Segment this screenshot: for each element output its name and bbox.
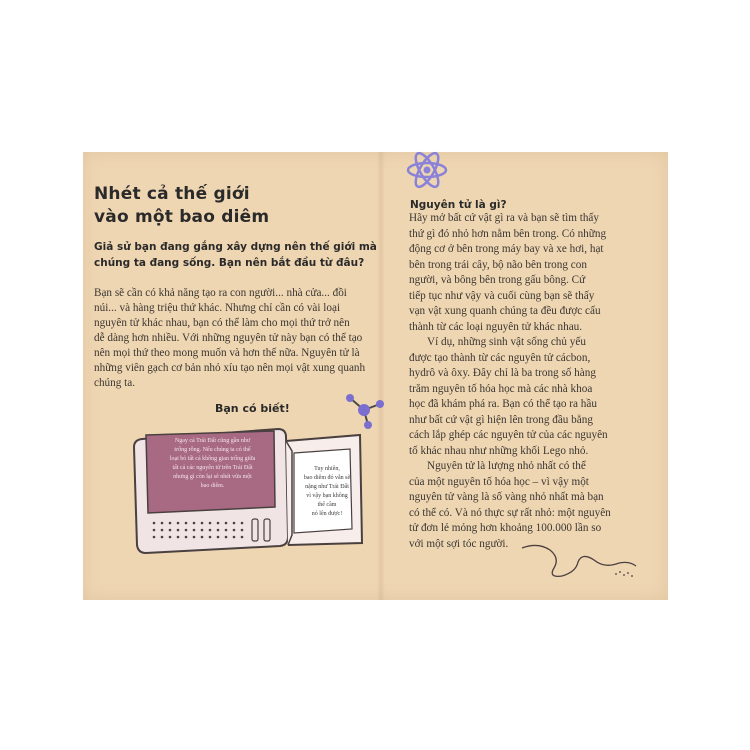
text-line: Hãy mở bất cứ vật gì ra và bạn sẽ tìm thấy	[409, 212, 599, 224]
hair-strand-illustration	[520, 540, 640, 590]
molecule-icon	[342, 390, 386, 430]
text-line: những viên gạch cơ bản nhỏ xíu tạo nên mọi vật xung quanh	[94, 362, 366, 374]
drawer-line: vì vậy bạn không	[306, 493, 348, 499]
text-line: động cơ ở bên trong máy bay và xe hơi, hạt	[409, 243, 604, 255]
text-line: nên mọi thứ theo mong muốn và hơn thế nữa. Nguyên tử là	[94, 347, 360, 359]
drawer-line: thể cầm	[317, 502, 337, 508]
title-line: vào một bao diêm	[94, 207, 270, 227]
lead-line: chúng ta đang sống. Bạn nên bắt đầu từ đâu?	[94, 257, 365, 269]
text-line: trăm nguyên tố hóa học mà các nhà khoa	[409, 382, 593, 395]
text-line: của một nguyên tố hóa học – vì vậy một	[409, 475, 589, 488]
text-line: cách lắp ghép các nguyên tử của các nguyên	[409, 429, 608, 441]
text-line: núi... và hàng triệu thứ khác. Nhưng chỉ cần có vài loại	[94, 302, 341, 314]
book-gutter	[377, 152, 385, 600]
text-line: với một sợi tóc người.	[409, 537, 509, 550]
text-line: Nguyên tử là lượng nhỏ nhất có thể	[427, 460, 586, 472]
text-line: tiếp tục như vậy và cuối cùng bạn sẽ thấy	[409, 289, 595, 302]
text-line: được tạo thành từ các nguyên tử cácbon,	[409, 351, 591, 364]
text-line: học đã khám phá ra. Bạn có thể tạo ra hầu	[409, 398, 597, 410]
title-line: Nhét cả thế giới	[94, 184, 250, 204]
text-line: Ví dụ, những sinh vật sống chủ yếu	[427, 336, 586, 348]
text-line: bên trong trái cây, bộ não bên trong con	[409, 258, 587, 271]
drawer-line: Tuy nhiên,	[314, 466, 340, 472]
text-line: người, và bông bên trong gấu bông. Cứ	[409, 274, 586, 286]
text-line: như bất cứ vật gì hiện lên trong đầu bằng	[409, 413, 593, 426]
drawer-line: nó lên được!	[311, 511, 343, 517]
drawer-line: bao diêm đó vẫn sẽ	[303, 475, 351, 481]
text-line: có thể có. Và nó thực sự rất nhỏ: một nguyên	[409, 506, 611, 519]
matchbox-label-text	[150, 437, 275, 491]
text-line: dễ dàng hơn nhiều. Với những nguyên tử này bạn có thể tạo	[94, 332, 363, 344]
text-line: tử đơn lẻ mỏng hơn khoảng 100.000 lần so	[409, 522, 602, 534]
right-body-text	[409, 211, 654, 552]
text-line: nguyên tử khác nhau, bạn có thể làm cho mọi thứ trở nên	[94, 317, 350, 329]
text-line: chúng ta.	[94, 377, 136, 389]
text-line: vạn vật xung quanh chúng ta đều được cấu	[409, 305, 601, 317]
lead-question	[94, 239, 377, 271]
lead-line: Giả sử bạn đang gắng xây dựng nên thế giới mà	[94, 241, 377, 253]
page-title	[94, 183, 304, 229]
matchbox-drawer-text	[291, 465, 363, 519]
text-line: nguyên tử vàng là số vàng nhỏ nhất mà bạn	[409, 491, 604, 503]
box-line: loại bỏ tất cả không gian trống giữa	[169, 456, 256, 462]
did-you-know-heading: Bạn có biết!	[215, 402, 290, 415]
text-line: thành từ các loại nguyên tử khác nhau.	[409, 320, 583, 333]
left-body-text	[94, 286, 366, 391]
text-line: tố khác nhau như những khối Lego nhỏ.	[409, 444, 589, 457]
text-line: hydrô và ôxy. Đây chỉ là ba trong số hàng	[409, 367, 596, 379]
drawer-line: nặng như Trái Đất	[305, 484, 349, 490]
box-line: nhưng gì còn lại sẽ nhét vừa một	[173, 474, 252, 480]
atom-icon	[405, 148, 449, 192]
box-line: tất cả các nguyên tử trên Trái Đất	[172, 465, 253, 471]
text-line: Bạn sẽ cần có khả năng tạo ra con người... nhà cửa... đồi	[94, 287, 347, 299]
section-heading: Nguyên tử là gì?	[410, 199, 507, 211]
box-line: trống rỗng. Nếu chúng ta có thể	[174, 447, 251, 453]
box-line: bao diêm.	[200, 483, 225, 489]
box-line: Ngay cả Trái Đất cũng gần như	[174, 438, 251, 444]
text-line: thứ gì đó nhỏ hơn nằm bên trong. Có những	[409, 227, 607, 240]
